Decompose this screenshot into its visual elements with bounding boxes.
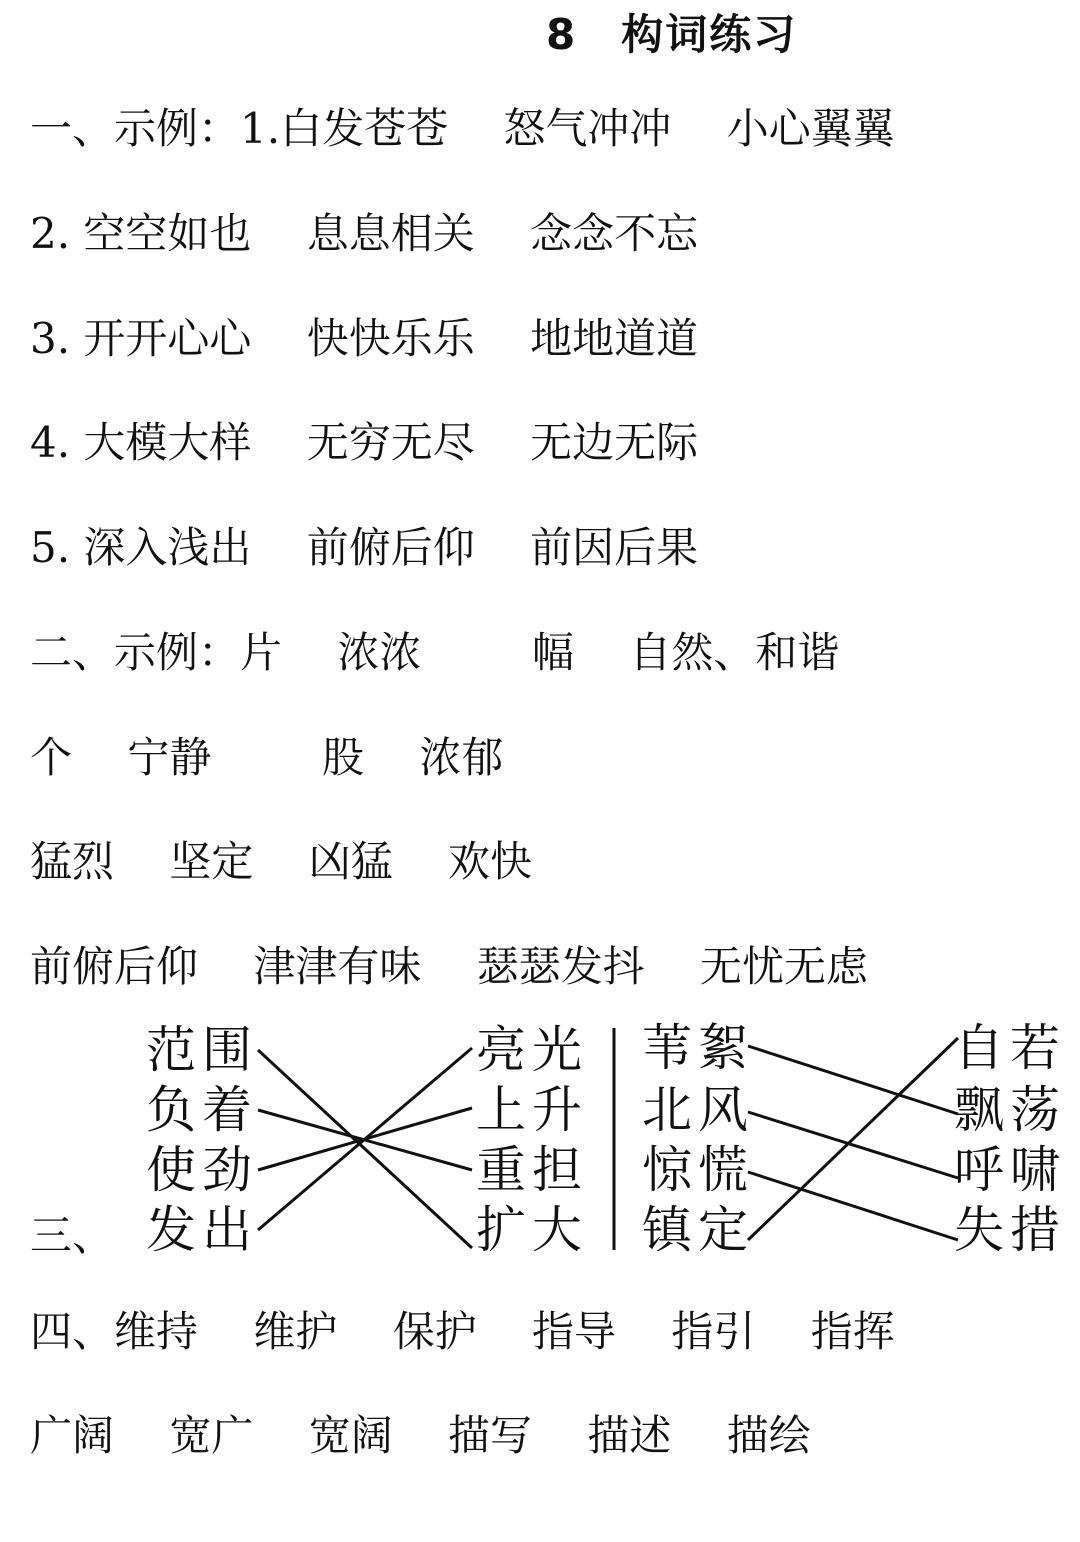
link-weixu-piaodang: [748, 1046, 958, 1114]
match-left-word-1: 范围: [146, 1021, 258, 1079]
section2-line1: 二、示例：片 浓浓 幅 自然、和谐: [30, 628, 840, 677]
match-right-left-word-2: 北风: [642, 1081, 754, 1139]
match-right-word-3: 呼啸: [954, 1141, 1066, 1199]
section4-line2: 广阔 宽广 宽阔 描写 描述 描绘: [30, 1411, 811, 1460]
section1-line4: 4. 大模大样 无穷无尽 无边无际: [30, 418, 699, 467]
match-mid-word-4: 扩大: [476, 1201, 588, 1259]
match-right-word-2: 飘荡: [954, 1081, 1066, 1139]
match-left-word-3: 使劲: [146, 1141, 258, 1199]
section1-line3: 3. 开开心心 快快乐乐 地地道道: [30, 314, 699, 363]
match-left-word-2: 负着: [146, 1081, 258, 1139]
page-title: 8 构词练习: [546, 10, 798, 59]
match-right-left-word-4: 镇定: [642, 1201, 754, 1259]
link-fachu-liangguang: [258, 1048, 472, 1230]
section4-line1: 四、维持 维护 保护 指导 指引 指挥: [30, 1307, 895, 1356]
match-right-left-word-3: 惊慌: [642, 1141, 754, 1199]
match-right-word-4: 失措: [954, 1201, 1066, 1259]
section2-line4: 前俯后仰 津津有味 瑟瑟发抖 无忧无虑: [30, 942, 869, 991]
section2-line2: 个 宁静 股 浓郁: [30, 733, 504, 782]
match-right-left-word-1: 苇絮: [642, 1019, 754, 1077]
match-right-word-1: 自若: [954, 1019, 1066, 1077]
section2-line3: 猛烈 坚定 凶猛 欢快: [30, 837, 533, 886]
section1-line1: 一、示例：1.白发苍苍 怒气冲冲 小心翼翼: [30, 104, 895, 153]
match-mid-word-2: 上升: [476, 1081, 588, 1139]
link-beifeng-huxiao: [748, 1112, 958, 1178]
section1-line5: 5. 深入浅出 前俯后仰 前因后果: [30, 523, 699, 572]
link-jinghuang-shicuo: [748, 1172, 958, 1240]
section1-line2: 2. 空空如也 息息相关 念念不忘: [30, 209, 699, 258]
match-mid-word-3: 重担: [476, 1141, 588, 1199]
match-mid-word-1: 亮光: [476, 1021, 588, 1079]
link-fanwei-kuoda: [258, 1050, 472, 1248]
matching-exercise: [0, 1010, 1080, 1270]
match-left-word-4: 发出: [146, 1201, 258, 1259]
link-zhending-ziruo: [748, 1038, 958, 1240]
section3-label: 三、: [30, 1211, 115, 1260]
